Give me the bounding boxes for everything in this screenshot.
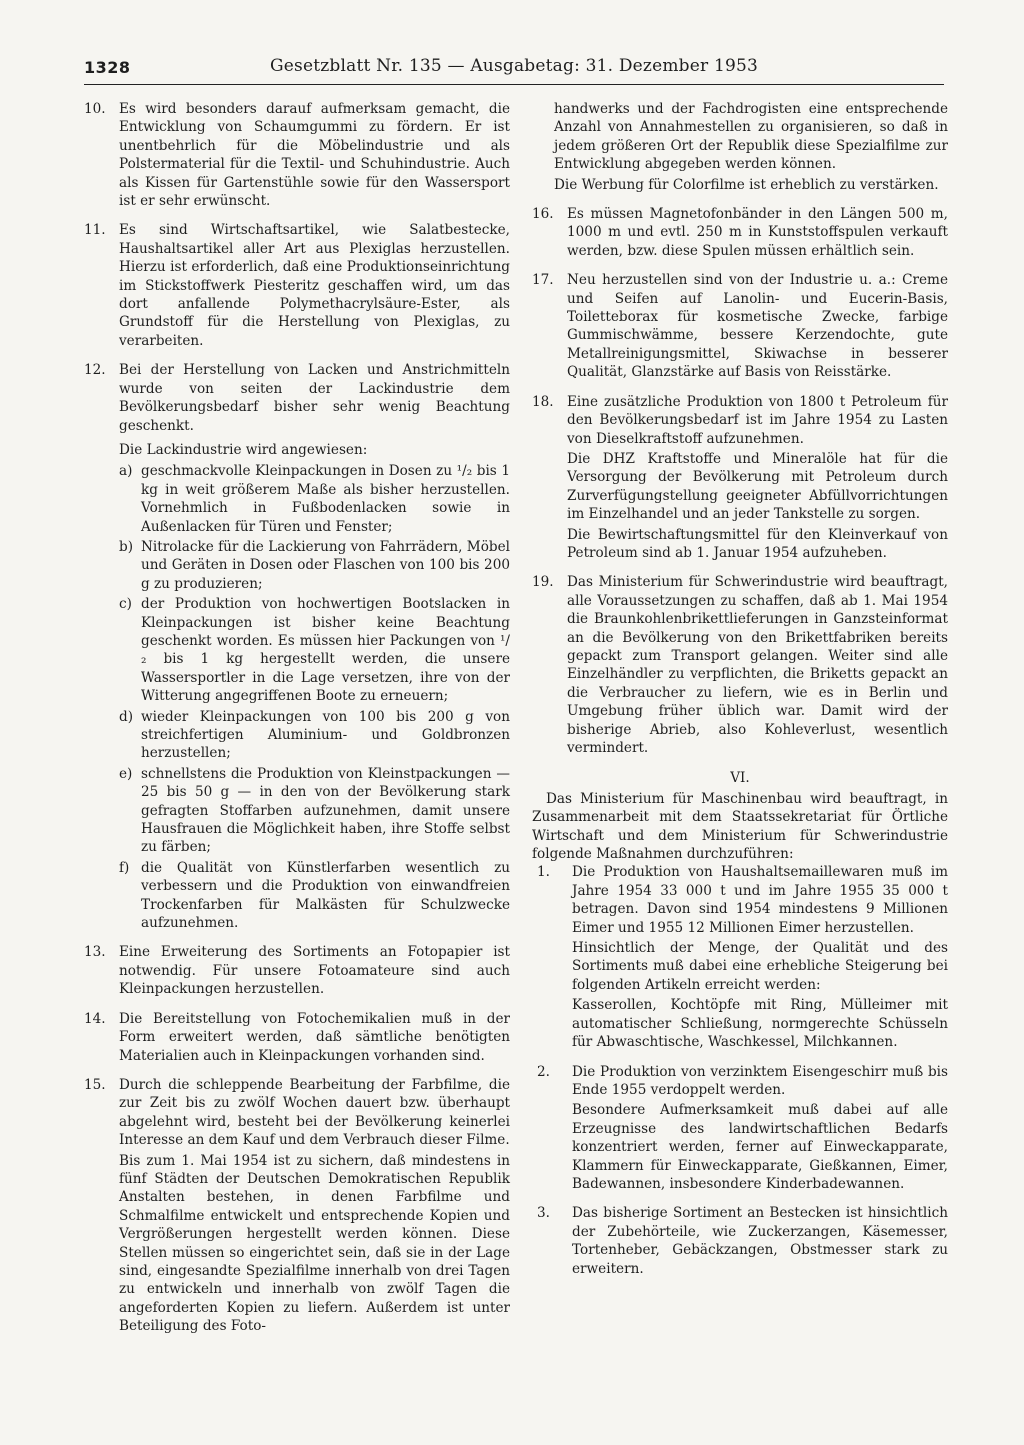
item-text: Neu herzustellen sind von der Industrie u. a.: Creme und Seifen auf Lanolin- und Eucerin-Basis, Toiletteborax für kosmetische Zwecke, farbige Gummischwämme, bessere Kerzendochte, gute Metallreinigungsmittel, Skiwachse in besserer Qualität, Glanzstärke auf Basis von Reisstärke.: [567, 272, 948, 381]
sub-item-a: [119, 462, 510, 536]
item-number: 3.: [537, 1205, 550, 1222]
sub-item-b: [119, 538, 510, 593]
section-items: [532, 863, 948, 1278]
item-number: 18.: [532, 393, 554, 410]
paragraph-12: [84, 361, 510, 932]
item-text: Kasserollen, Kochtöpfe mit Ring, Mülleimer mit automatischer Schließung, normgerechte Schüsseln für Abwaschtische, Waschkessel, Milchkannen.: [572, 997, 948, 1051]
paragraph-15-continued: [532, 100, 948, 194]
paragraph-11: [84, 221, 510, 350]
item-text: Durch die schleppende Bearbeitung der Farbfilme, die zur Zeit bis zu zwölf Wochen dauert bzw. überhaupt abgelehnt wird, besteht bei der Bevölkerung keinerlei Interesse an dem Kauf und dem Verbrauch dieser Filme.: [119, 1076, 510, 1149]
section-item-1: [537, 863, 948, 1051]
item-number: 16.: [532, 206, 554, 223]
item-text: Eine zusätzliche Produktion von 1800 t Petroleum für den Bevölkerungsbedarf ist im Jahre 1954 zu Lasten von Dieselkraftstoff aufzunehmen.: [567, 393, 948, 447]
item-text: Es sind Wirtschaftsartikel, wie Salatbestecke, Haushaltsartikel aller Art aus Plexiglas herzustellen. Hierzu ist erforderlich, daß eine Produktionseinrichtung im Stickstoffwerk Piesteritz geschaffen wird, um das dort anfallende Polymethacrylsäure-Ester, als Grundstoff für die Herstellung von Plexiglas, zu verarbeiten.: [119, 222, 510, 349]
right-column: [532, 100, 948, 1289]
sub-item-d: [119, 708, 510, 763]
sub-text: wieder Kleinpackungen von 100 bis 200 g von streichfertigen Aluminium- und Goldbronzen herzustellen;: [141, 708, 510, 762]
item-number: 19.: [532, 574, 554, 591]
section-item-2: [537, 1063, 948, 1194]
item-number: 17.: [532, 272, 554, 289]
paragraph-17: [532, 271, 948, 381]
item-number: 14.: [84, 1010, 106, 1027]
item-number: 15.: [84, 1076, 106, 1093]
item-text: Das Ministerium für Schwerindustrie wird beauftragt, alle Voraussetzungen zu schaffen, daß ab 1. Mai 1954 die Braunkohlenbrikettlieferungen in Ganzsteinformat an die Bevölkerung von den Brikettfabriken bereits gepackt zum Transport gelangen. Weiter sind alle Einzelhändler zu verpflichten, die Briketts gepackt an die Verbraucher zu liefern, wie es in Berlin und Umgebung früher üblich war. Damit wird der bisherige Abrieb, also Kohleverlust, wesentlich vermindert.: [567, 574, 948, 756]
item-number: 12.: [84, 362, 106, 379]
sub-text: der Produktion von hochwertigen Bootslacken in Kleinpackungen ist bisher keine Beachtung geschenkt worden. Es müssen hier Packungen von ¹/₂ bis 1 kg hergestellt werden, die unsere Wassersportler in die Lage versetzen, ihre von der Witterung angegriffenen Boote zu erneuern;: [141, 596, 510, 705]
item-text: Die Produktion von Haushaltsemaillewaren muß im Jahre 1954 33 000 t und im Jahre 1955 35 000 t betragen. Davon sind 1954 mindestens 9 Millionen Eimer und 1955 12 Millionen Eimer herzustellen.: [572, 864, 948, 936]
running-title: Gesetzblatt Nr. 135 — Ausgabetag: 31. Dezember 1953: [269, 56, 759, 76]
item-text: Bei der Herstellung von Lacken und Anstrichmitteln wurde von seiten der Lackindustrie dem Bevölkerungsbedarf bisher sehr wenig Beachtung geschenkt.: [119, 362, 510, 434]
paragraph-19: [532, 573, 948, 757]
item-text: Das bisherige Sortiment an Bestecken ist hinsichtlich der Zubehörteile, wie Zuckerzangen, Käsemesser, Tortenheber, Gebäckzangen, Obstmesser stark zu erweitern.: [572, 1205, 948, 1277]
sub-list: [119, 462, 510, 932]
item-text: Die Bewirtschaftungsmittel für den Kleinverkauf von Petroleum sind ab 1. Januar 1954 aufzuheben.: [567, 526, 948, 561]
sub-label: e): [119, 765, 133, 782]
paragraph-15: [84, 1076, 510, 1336]
item-text: Die Werbung für Colorfilme ist erheblich zu verstärken.: [554, 176, 939, 193]
paragraph-13: [84, 943, 510, 998]
item-number: 2.: [537, 1063, 550, 1080]
section-intro: Das Ministerium für Maschinenbau wird beauftragt, in Zusammenarbeit mit dem Staatssekretariat für Örtliche Wirtschaft und dem Ministerium für Schwerindustrie folgende Maßnahmen durchzuführen:: [532, 790, 948, 863]
item-text: Die DHZ Kraftstoffe und Mineralöle hat für die Versorgung der Bevölkerung mit Petroleum durch Zurverfügungstellung geeigneter Abfüllvorrichtungen im Einzelhandel und an jeder Tankstelle zu sorgen.: [567, 450, 948, 523]
item-text: handwerks und der Fachdrogisten eine entsprechende Anzahl von Annahmestellen zu organisieren, so daß in jedem größeren Ort der Republik diese Spezialfilme zur Entwicklung abgegeben werden können.: [554, 101, 948, 173]
sub-item-f: [119, 859, 510, 933]
item-text: Die Bereitstellung von Fotochemikalien muß in der Form erweitert werden, daß sämtliche benötigten Materialien auch in Kleinpackungen vorhanden sind.: [119, 1010, 510, 1064]
paragraph-16: [532, 205, 948, 260]
item-text: Es müssen Magnetofonbänder in den Längen 500 m, 1000 m und evtl. 250 m in Kunststoffspulen verkauft werden, bzw. diese Spulen müssen erhältlich sein.: [567, 206, 948, 259]
item-text: Es wird besonders darauf aufmerksam gemacht, die Entwicklung von Schaumgummi zu fördern. Er ist unentbehrlich für die Möbelindustrie und als Polstermaterial für die Textil- und Schuhindustrie. Auch als Kissen für Gartenstühle sowie für den Wassersport ist er sehr erwünscht.: [119, 101, 510, 210]
paragraph-10: [84, 100, 510, 210]
sub-label: d): [119, 708, 134, 725]
paragraph-18: [532, 393, 948, 563]
item-text: Besondere Aufmerksamkeit muß dabei auf alle Erzeugnisse des landwirtschaftlichen Bedarfs konzentriert werden, ferner auf Einweckapparate, Klammern für Einweckapparate, Gießkannen, Eimer, Badewannen, insbesondere Kinderbadewannen.: [572, 1102, 948, 1192]
sub-text: die Qualität von Künstlerfarben wesentlich zu verbessern und die Produktion von einwandfreien Trockenfarben für Malkästen für Schulzwecke aufzunehmen.: [141, 859, 510, 932]
section-heading: VI.: [730, 770, 750, 787]
sub-label: b): [119, 538, 134, 555]
item-text: Die Produktion von verzinktem Eisengeschirr muß bis Ende 1955 verdoppelt werden.: [572, 1063, 948, 1098]
sub-label: c): [119, 596, 132, 613]
left-column: [84, 100, 510, 1347]
sub-label: f): [119, 859, 130, 876]
paragraph-14: [84, 1010, 510, 1065]
item-number: 13.: [84, 944, 106, 961]
item-number: 1.: [537, 864, 550, 881]
item-number: 10.: [84, 101, 106, 117]
item-intro: Die Lackindustrie wird angewiesen:: [119, 441, 368, 458]
sub-text: schnellstens die Produktion von Kleinstpackungen — 25 bis 50 g — in den von der Bevölkerung stark gefragten Stoffarben aufzunehmen, damit unsere Hausfrauen die Möglichkeit haben, ihre Stoffe selbst zu färben;: [141, 765, 510, 856]
section-item-3: [537, 1204, 948, 1278]
sub-text: geschmackvolle Kleinpackungen in Dosen zu ¹/₂ bis 1 kg in weit größerem Maße als bisher herzustellen. Vornehmlich in Fußbodenlacken sowie in Außenlacken für Türen und Fenster;: [141, 463, 510, 535]
sub-label: a): [119, 463, 133, 480]
item-number: 11.: [84, 222, 106, 239]
page-header: [84, 56, 944, 85]
sub-item-c: [119, 595, 510, 705]
sub-item-e: [119, 765, 510, 857]
item-text: Eine Erweiterung des Sortiments an Fotopapier ist notwendig. Für unsere Fotoamateure sind auch Kleinpackungen herzustellen.: [119, 944, 510, 998]
page-number: 1328: [84, 58, 131, 77]
item-text: Hinsichtlich der Menge, der Qualität und des Sortiments muß dabei eine erhebliche Steigerung bei folgenden Artikeln erreicht werden:: [572, 940, 948, 993]
item-text: Bis zum 1. Mai 1954 ist zu sichern, daß mindestens in fünf Städten der Deutschen Demokratischen Republik Anstalten bestehen, in denen Farbfilme und Schmalfilme entwickelt und entsprechende Kopien und Vergrößerungen hergestellt werden können. Diese Stellen müssen so eingerichtet sein, daß sie in der Lage sind, eingesandte Spezialfilme innerhalb von drei Tagen zu entwickeln und innerhalb von zwölf Tagen die angeforderten Kopien zu liefern. Außerdem ist unter Beteiligung des Foto-: [119, 1152, 510, 1335]
sub-text: Nitrolacke für die Lackierung von Fahrrädern, Möbel und Geräten in Dosen oder Flaschen von 100 bis 200 g zu produzieren;: [141, 538, 510, 592]
